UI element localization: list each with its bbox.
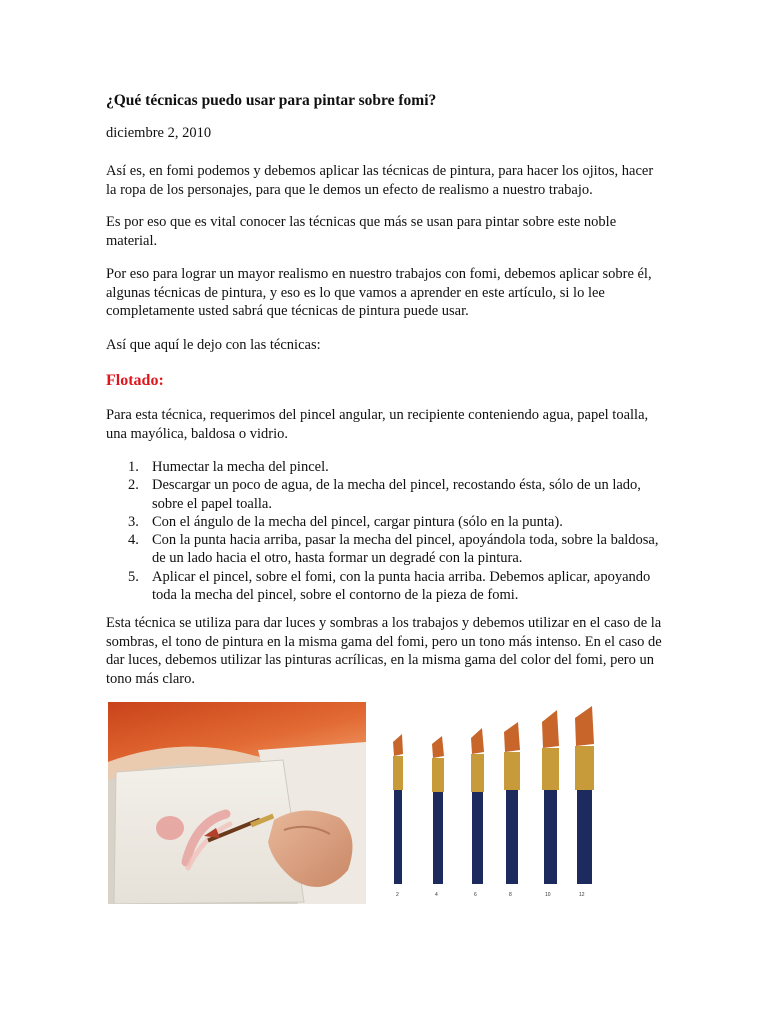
brush-size-label: 10 [545, 892, 551, 898]
list-item [106, 458, 666, 476]
list-item [106, 531, 666, 568]
list-item [106, 568, 666, 605]
brush-size-label: 6 [474, 892, 477, 898]
step-text: Descargar un poco de agua, de la mecha del pincel, recostando ésta, sólo de un lado, sobre el papel toalla. [152, 477, 641, 512]
list-item [106, 476, 666, 513]
brushes-illustration [382, 702, 604, 904]
step-number: 1. [128, 459, 139, 475]
step-number: 3. [128, 513, 139, 530]
brush-4 [432, 736, 444, 884]
painting-photo-illustration [108, 702, 366, 904]
step-text: Con la punta hacia arriba, pasar la mecha del pincel, apoyándola toda, sobre la baldosa, de un lado hacia el otro, hasta formar un degradé con la pintura. [152, 532, 659, 567]
brush-size-label: 4 [435, 892, 438, 898]
paragraph-transition: Así que aquí le dejo con las técnicas: [106, 337, 321, 353]
step-text: Humectar la mecha del pincel. [152, 459, 329, 475]
step-text: Con el ángulo de la mecha del pincel, cargar pintura (sólo en la punta). [152, 513, 563, 530]
paragraph-importance: Es por eso que es vital conocer las técnicas que más se usan para pintar sobre este noble material. [106, 214, 617, 249]
section-title-flotado: Flotado: [106, 372, 164, 389]
step-number: 5. [128, 568, 139, 585]
painting-photo [108, 702, 366, 904]
paragraph-intro: Así es, en fomi podemos y debemos aplicar las técnicas de pintura, para hacer los ojitos, hacer la ropa de los personajes, para que le demos un efecto de realismo a nuestro trabajo. [106, 163, 654, 198]
brush-12 [575, 706, 594, 884]
steps-list [106, 458, 666, 604]
brush-size-label: 12 [579, 892, 585, 898]
article-title: ¿Qué técnicas puedo usar para pintar sobre fomi? [106, 92, 437, 109]
brushes-photo [382, 702, 604, 904]
list-item [106, 513, 666, 531]
article-date: diciembre 2, 2010 [106, 125, 212, 141]
brush-6 [471, 728, 484, 884]
brush-size-label: 8 [509, 892, 512, 898]
step-number: 2. [128, 477, 139, 494]
step-text: Aplicar el pincel, sobre el fomi, con la punta hacia arriba. Debemos aplicar, apoyando toda la mecha del pincel, sobre el contorno de la pieza de fomi. [152, 568, 651, 604]
brush-8 [504, 722, 520, 884]
brush-10 [542, 710, 559, 884]
section-intro: Para esta técnica, requerimos del pincel angular, un recipiente conteniendo agua, papel toalla, una mayólica, baldosa o vidrio. [106, 407, 649, 442]
section-closing: Esta técnica se utiliza para dar luces y sombras a los trabajos y debemos utilizar en el caso de la sombras, el tono de pintura en la misma gama del fomi, pero un tono más intenso. En el caso de dar luces, debemos utilizar las pinturas acrílicas, en la misma gama del color del fomi, pero un tono más claro. [106, 615, 662, 687]
brush-2 [393, 734, 403, 884]
paragraph-realism: Por eso para lograr un mayor realismo en nuestro trabajos con fomi, debemos aplicar sobre él, algunas técnicas de pintura, y eso es lo que vamos a aprender en este artículo, si lo lee completamente usted sabrá que técnicas de pintura puede usar. [106, 266, 652, 319]
step-number: 4. [128, 532, 139, 549]
brush-size-label: 2 [396, 892, 399, 898]
